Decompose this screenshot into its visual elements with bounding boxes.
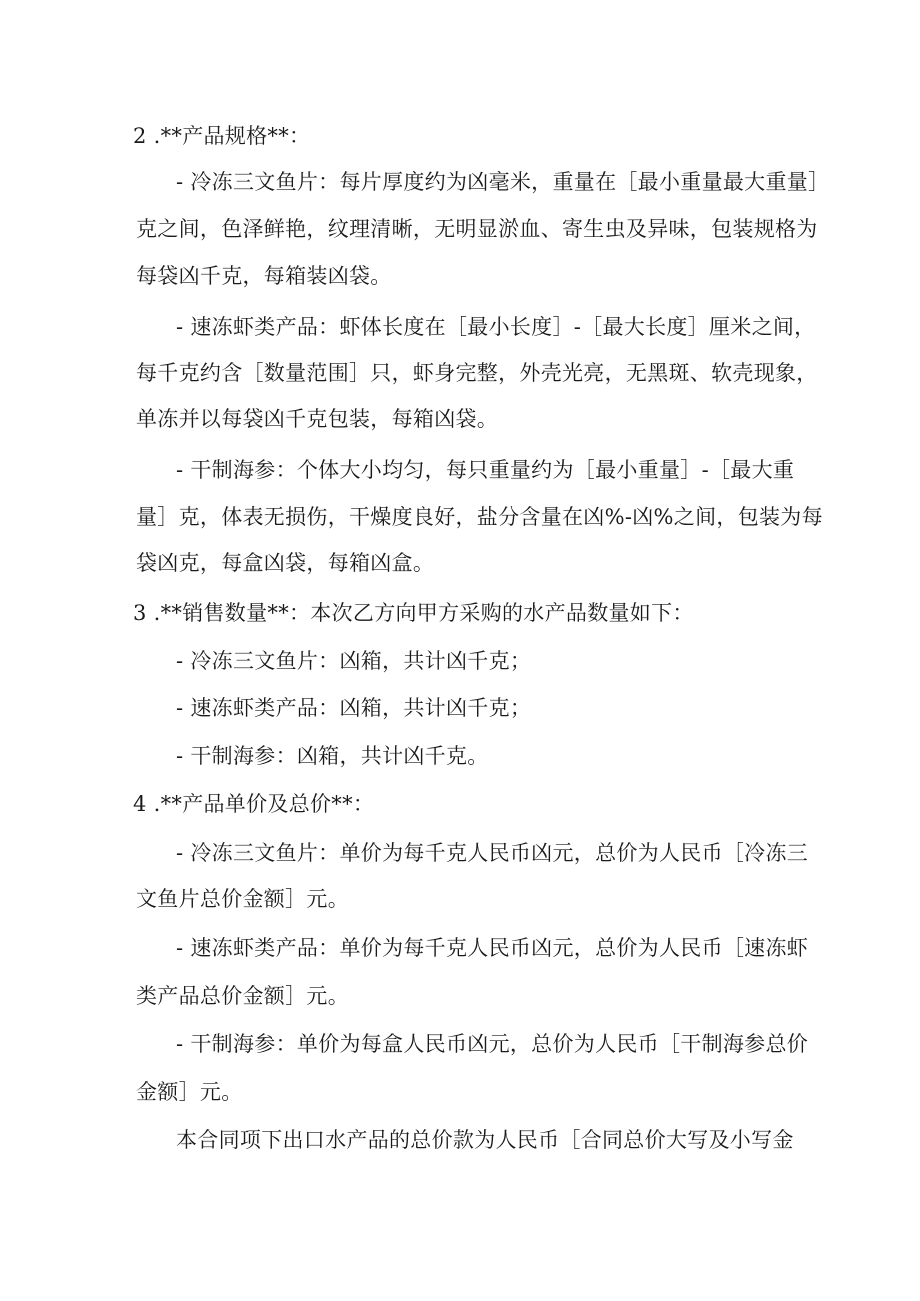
quantity-shrimp: - 速冻虾类产品：凶箱，共计凶千克； [176,696,532,720]
quantity-sea-cucumber: - 干制海参：凶箱，共计凶千克。 [176,744,489,768]
section-heading-price: 4 .**产品单价及总价**： [133,792,375,816]
spec-salmon-line-3: 每袋凶千克，每箱装凶袋。 [136,264,392,288]
price-salmon-line-2: 文鱼片总价金额］元。 [136,887,349,911]
contract-total-line-1: 本合同项下出口水产品的总价款为人民币［合同总价大写及小写金 [176,1128,794,1152]
section-heading-quantity: 3 .**销售数量**：本次乙方向甲方采购的水产品数量如下： [133,601,694,625]
price-shrimp-line-2: 类产品总价金额］元。 [136,984,349,1008]
quantity-salmon: - 冷冻三文鱼片：凶箱，共计凶千克； [176,649,532,673]
price-sea-cucumber-line-2: 金额］元。 [136,1080,243,1104]
spec-sea-cucumber-line-3: 袋凶克，每盒凶袋，每箱凶盒。 [136,551,435,575]
price-shrimp-line-1: - 速冻虾类产品：单价为每千克人民币凶元，总价为人民币［速冻虾 [176,936,809,960]
price-salmon-line-1: - 冷冻三文鱼片：单价为每千克人民币凶元，总价为人民币［冷冻三 [176,841,809,865]
spec-shrimp-line-1: - 速冻虾类产品：虾体长度在［最小长度］-［最大长度］厘米之间， [176,315,816,339]
price-sea-cucumber-line-1: - 干制海参：单价为每盒人民币凶元，总价为人民币［干制海参总价 [176,1032,809,1056]
spec-sea-cucumber-line-2: 量］克，体表无损伤，干燥度良好，盐分含量在凶%-凶%之间，包装为每 [136,505,823,529]
spec-sea-cucumber-line-1: - 干制海参：个体大小均匀，每只重量约为［最小重量］-［最大重 [176,458,795,482]
section-heading-product-spec: 2 .**产品规格**： [133,124,311,148]
spec-salmon-line-1: - 冷冻三文鱼片：每片厚度约为凶毫米，重量在［最小重量最大重量］ [176,170,830,194]
spec-shrimp-line-3: 单冻并以每袋凶千克包装，每箱凶袋。 [136,407,499,431]
spec-salmon-line-2: 克之间，色泽鲜艳，纹理清晰，无明显淤血、寄生虫及异味，包装规格为 [136,217,818,241]
spec-shrimp-line-2: 每千克约含［数量范围］只，虾身完整，外壳光亮，无黑斑、软壳现象， [136,361,818,385]
